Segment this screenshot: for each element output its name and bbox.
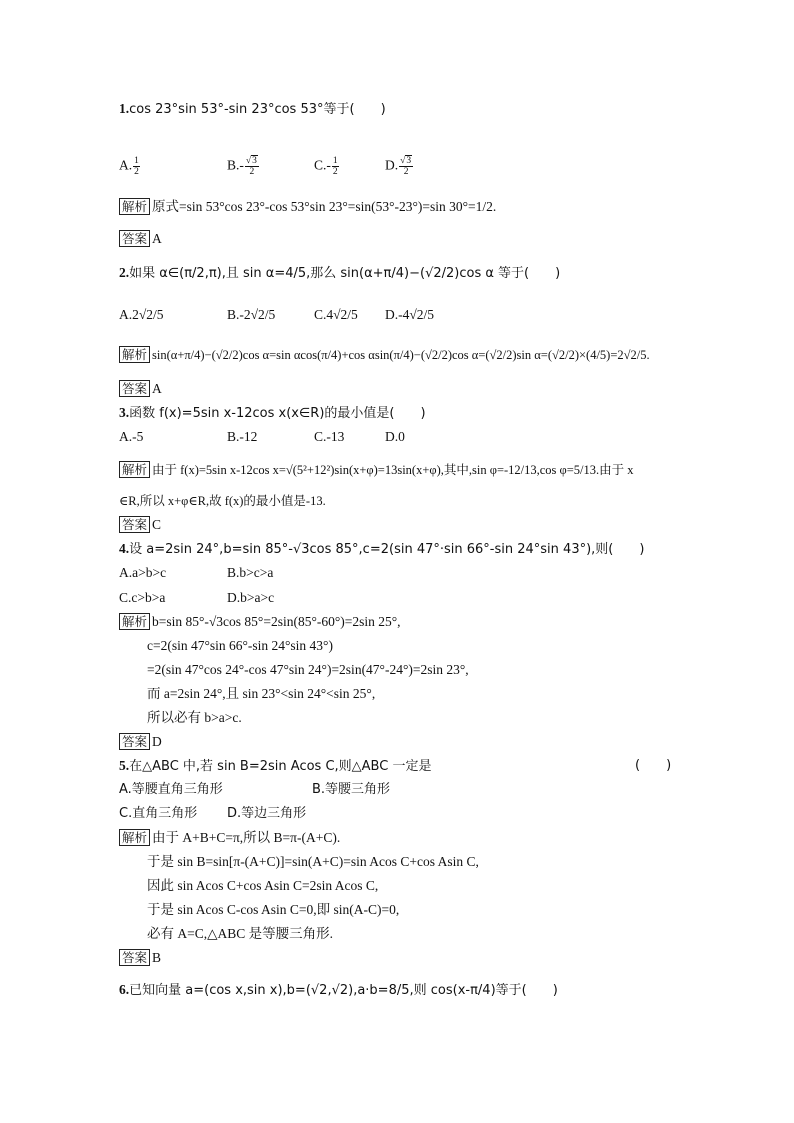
q1-number: 1. <box>119 101 130 116</box>
q3-option-a: A.-5 <box>119 429 144 444</box>
q1-analysis: 解析 原式=sin 53°cos 23°-cos 53°sin 23°=sin(53°-23°)=sin 30°=1/2. <box>119 198 496 216</box>
q4-analysis-line-5: 所以必有 b>a>c. <box>147 710 242 725</box>
q2-analysis: 解析 sin(α+π/4)−(√2/2)cos α=sin αcos(π/4)+cos αsin(π/4)−(√2/2)cos α=(√2/2)sin α=(√2/2)×(4/5)=2√2/5. <box>119 346 650 364</box>
q1-option-c: C.- $\frac{1}{2}$ <box>314 156 338 177</box>
q5-answer: 答案 B <box>119 949 161 967</box>
q2-answer: 答案 A <box>119 380 162 398</box>
q5-option-b: B.等腰三角形 <box>312 782 391 797</box>
q3-analysis-line-1: 解析 由于 f(x)=5sin x-12cos x=√(5²+12²)sin(x+φ)=13sin(x+φ),其中,sin φ=-12/13,cos φ=5/13.由于 x <box>119 461 634 479</box>
q6-stem: 6.已知向量 a=(cos x,sin x),b=(√2,√2),a·b=8/5,则 cos(x-π/4)等于( ) <box>119 982 558 998</box>
q5-analysis-line-1: 解析 由于 A+B+C=π,所以 B=π-(A+C). <box>119 829 340 847</box>
analysis-tag: 解析 <box>119 346 150 363</box>
q6-number: 6. <box>119 982 130 997</box>
q4-option-a: A.a>b>c <box>119 565 167 580</box>
q4-analysis-line-3: =2(sin 47°cos 24°-cos 47°sin 24°)=2sin(47°-24°)=2sin 23°, <box>147 662 469 677</box>
q4-analysis-line-1: 解析 b=sin 85°-√3cos 85°=2sin(85°-60°)=2sin 25°, <box>119 613 401 631</box>
answer-tag: 答案 <box>119 949 150 966</box>
answer-tag: 答案 <box>119 230 150 247</box>
q1-option-a: A. $\frac{1}{2}$ <box>119 156 139 177</box>
q5-analysis-line-3: 因此 sin Acos C+cos Asin C=2sin Acos C, <box>147 878 379 893</box>
analysis-tag: 解析 <box>119 461 150 478</box>
analysis-tag: 解析 <box>119 613 150 630</box>
q2-stem: 2.如果 α∈(π/2,π),且 sin α=4/5,那么 sin(α+π/4)−(√2/2)cos α 等于( ) <box>119 265 561 281</box>
q4-analysis-line-2: c=2(sin 47°sin 66°-sin 24°sin 43°) <box>147 638 333 653</box>
q5-option-c: C.直角三角形 <box>119 806 198 821</box>
q4-number: 4. <box>119 541 130 556</box>
q5-analysis-line-2: 于是 sin B=sin[π-(A+C)]=sin(A+C)=sin Acos C+cos Asin C, <box>147 854 479 869</box>
q4-answer: 答案 D <box>119 733 162 751</box>
answer-tag: 答案 <box>119 733 150 750</box>
q2-option-a: A.2√2/5 <box>119 307 164 322</box>
q4-stem: 4.设 a=2sin 24°,b=sin 85°-√3cos 85°,c=2(sin 47°·sin 66°-sin 24°sin 43°),则( ) <box>119 541 645 557</box>
q3-analysis-line-2: ∈R,所以 x+φ∈R,故 f(x)的最小值是-13. <box>119 494 326 508</box>
q5-option-d: D.等边三角形 <box>227 806 307 821</box>
analysis-tag: 解析 <box>119 829 150 846</box>
q2-number: 2. <box>119 265 130 280</box>
q1-answer: 答案 A <box>119 230 162 248</box>
q5-analysis-line-5: 必有 A=C,△ABC 是等腰三角形. <box>147 926 334 941</box>
q4-option-c: C.c>b>a <box>119 590 166 605</box>
q3-option-c: C.-13 <box>314 429 345 444</box>
answer-tag: 答案 <box>119 380 150 397</box>
q1-option-d: D. $\frac{√3}{2}$ <box>385 156 412 177</box>
q5-analysis-line-4: 于是 sin Acos C-cos Asin C=0,即 sin(A-C)=0, <box>147 902 400 917</box>
q4-option-d: D.b>a>c <box>227 590 275 605</box>
q5-number: 5. <box>119 758 130 773</box>
q5-stem: 5.在△ABC 中,若 sin B=2sin Acos C,则△ABC 一定是 <box>119 758 432 774</box>
q2-option-c: C.4√2/5 <box>314 307 358 322</box>
answer-tag: 答案 <box>119 516 150 533</box>
q4-analysis-line-4: 而 a=2sin 24°,且 sin 23°<sin 24°<sin 25°, <box>147 686 376 701</box>
q3-answer: 答案 C <box>119 516 161 534</box>
q5-answer-paren: ( ) <box>635 758 672 773</box>
q3-number: 3. <box>119 405 130 420</box>
q5-option-a: A.等腰直角三角形 <box>119 782 223 797</box>
q3-option-b: B.-12 <box>227 429 258 444</box>
q1-option-b: B.- $\frac{√3}{2}$ <box>227 156 257 177</box>
q3-stem: 3.函数 f(x)=5sin x-12cos x(x∈R)的最小值是( ) <box>119 405 426 421</box>
q3-option-d: D.0 <box>385 429 405 444</box>
analysis-tag: 解析 <box>119 198 150 215</box>
q2-option-d: D.-4√2/5 <box>385 307 435 322</box>
q4-option-b: B.b>c>a <box>227 565 274 580</box>
q2-option-b: B.-2√2/5 <box>227 307 276 322</box>
q1-stem: 1.cos 23°sin 53°-sin 23°cos 53°等于( ) <box>119 101 386 117</box>
